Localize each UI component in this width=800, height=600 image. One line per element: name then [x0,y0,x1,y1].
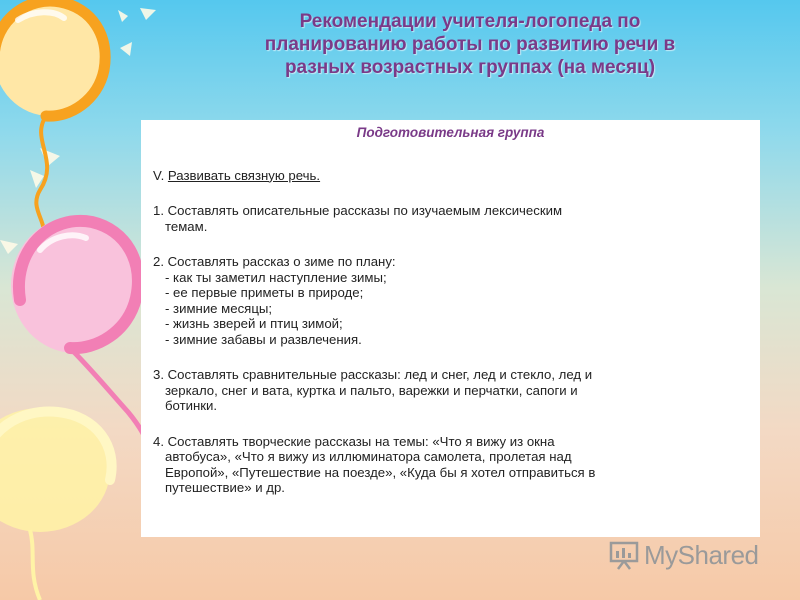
list-item [153,367,748,414]
task-number: V. [153,167,165,183]
title-line: Рекомендации учителя-логопеда по [299,11,641,32]
item-line: ботинки. [165,398,218,413]
group-heading: Подготовительная группа [356,125,545,140]
yellow-balloon [0,408,112,600]
list-item [153,254,748,347]
sub-item: - зимние месяцы; [165,300,273,316]
sub-item: - жизнь зверей и птиц зимой; [165,316,343,331]
title-line: планированию работы по развитию речи в [264,34,676,55]
item-line: 3. Составлять сравнительные рассказы: лед и снег, лед и стекло, лед и [153,367,593,382]
title-line: разных возрастных группах (на месяц) [284,57,656,78]
item-line: темам. [165,218,208,234]
item-line: 1. Составлять описательные рассказы по изучаемым лексическим [153,203,563,218]
item-line: зеркало, снег и вата, куртка и пальто, варежки и перчатки, сапоги и [165,382,578,398]
list-item [153,434,748,496]
myshared-watermark[interactable] [608,537,759,573]
task-label: Развивать связную речь. [167,167,321,183]
item-line: 4. Составлять творческие рассказы на темы: «Что я вижу из окна [153,433,555,449]
watermark-text: MyShared [644,539,759,570]
item-line: автобуса», «Что я вижу из иллюминатора самолета, пролетая над [165,449,572,464]
task-line [153,168,748,184]
item-line: путешествие» и др. [165,480,285,495]
list-item [153,203,748,234]
item-line: 2. Составлять рассказ о зиме по плану: [153,254,396,269]
sub-item: - зимние забавы и развлечения. [165,331,362,347]
presentation-board-icon [608,539,640,571]
sub-item: - как ты заметил наступление зимы; [165,269,387,285]
sub-item: - ее первые приметы в природе; [165,285,364,300]
item-line: Европой», «Путешествие на поезде», «Куда бы я хотел отправиться в [165,464,596,480]
content-card [141,120,760,537]
sub-list [153,270,748,348]
orange-balloon [0,0,106,240]
slide-title [200,10,740,79]
